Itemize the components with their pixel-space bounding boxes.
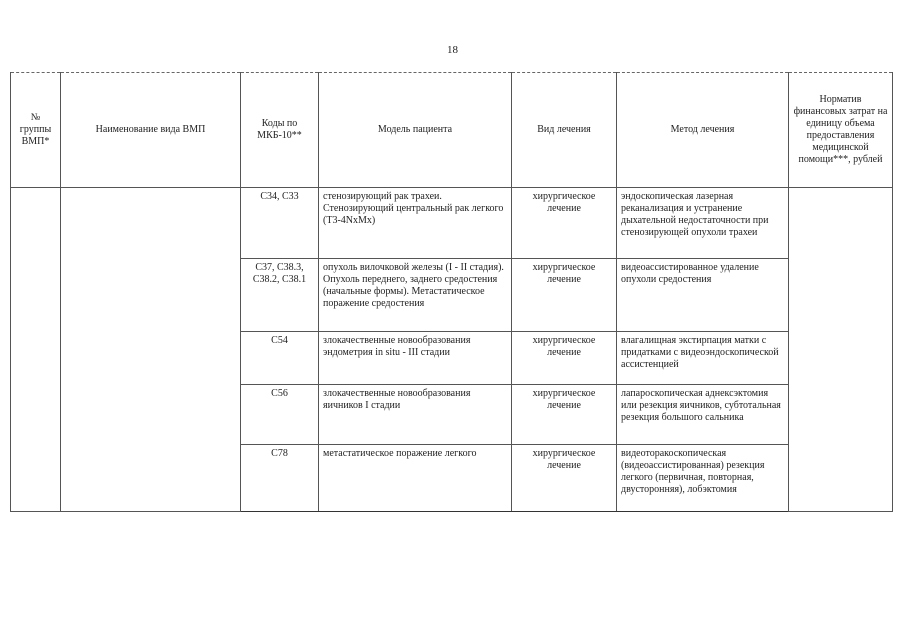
model-cell: злокачественные новообразования яичников I стадии bbox=[319, 385, 512, 445]
group-cell bbox=[11, 188, 61, 512]
treatment-cell: хирургическое лечение bbox=[512, 332, 617, 385]
norm-cell bbox=[789, 188, 893, 512]
method-cell: эндоскопическая лазерная реканализация и устранение дыхательной недостаточности при стенозирующей опухоли трахеи bbox=[617, 188, 789, 259]
codes-cell: С56 bbox=[241, 385, 319, 445]
treatment-cell: хирургическое лечение bbox=[512, 259, 617, 332]
header-method: Метод лечения bbox=[617, 73, 789, 188]
codes-cell: С37, С38.3, С38.2, С38.1 bbox=[241, 259, 319, 332]
method-cell: влагалищная экстирпация матки с придатками с видеоэндоскопической ассистенцией bbox=[617, 332, 789, 385]
page-number: 18 bbox=[447, 44, 458, 56]
codes-cell: С34, С33 bbox=[241, 188, 319, 259]
treatment-cell: хирургическое лечение bbox=[512, 445, 617, 512]
model-cell: стенозирующий рак трахеи. Стенозирующий центральный рак легкого (Т3-4NхMх) bbox=[319, 188, 512, 259]
header-norm: Норматив финансовых затрат на единицу объема предоставления медицинской помощи***, рублей bbox=[789, 73, 893, 188]
header-codes: Коды по МКБ-10** bbox=[241, 73, 319, 188]
codes-cell: С54 bbox=[241, 332, 319, 385]
method-cell: лапароскопическая аднексэктомия или резекция яичников, субтотальная резекция большого сальника bbox=[617, 385, 789, 445]
model-cell: метастатическое поражение легкого bbox=[319, 445, 512, 512]
header-name: Наименование вида ВМП bbox=[61, 73, 241, 188]
method-cell: видеоторакоскопическая (видеоассистированная) резекция легкого (первичная, повторная, двусторонняя), лобэктомия bbox=[617, 445, 789, 512]
name-cell bbox=[61, 188, 241, 512]
codes-cell: С78 bbox=[241, 445, 319, 512]
table-row bbox=[11, 188, 893, 259]
vmp-table bbox=[10, 72, 893, 512]
model-cell: опухоль вилочковой железы (I - II стадия). Опухоль переднего, заднего средостения (начальные формы). Метастатическое поражение средостения bbox=[319, 259, 512, 332]
method-cell: видеоассистированное удаление опухоли средостения bbox=[617, 259, 789, 332]
header-model: Модель пациента bbox=[319, 73, 512, 188]
header-treatment: Вид лечения bbox=[512, 73, 617, 188]
treatment-cell: хирургическое лечение bbox=[512, 188, 617, 259]
model-cell: злокачественные новообразования эндометрия in situ - III стадии bbox=[319, 332, 512, 385]
header-group: № группы ВМП* bbox=[11, 73, 61, 188]
table-header-row bbox=[11, 73, 893, 188]
treatment-cell: хирургическое лечение bbox=[512, 385, 617, 445]
